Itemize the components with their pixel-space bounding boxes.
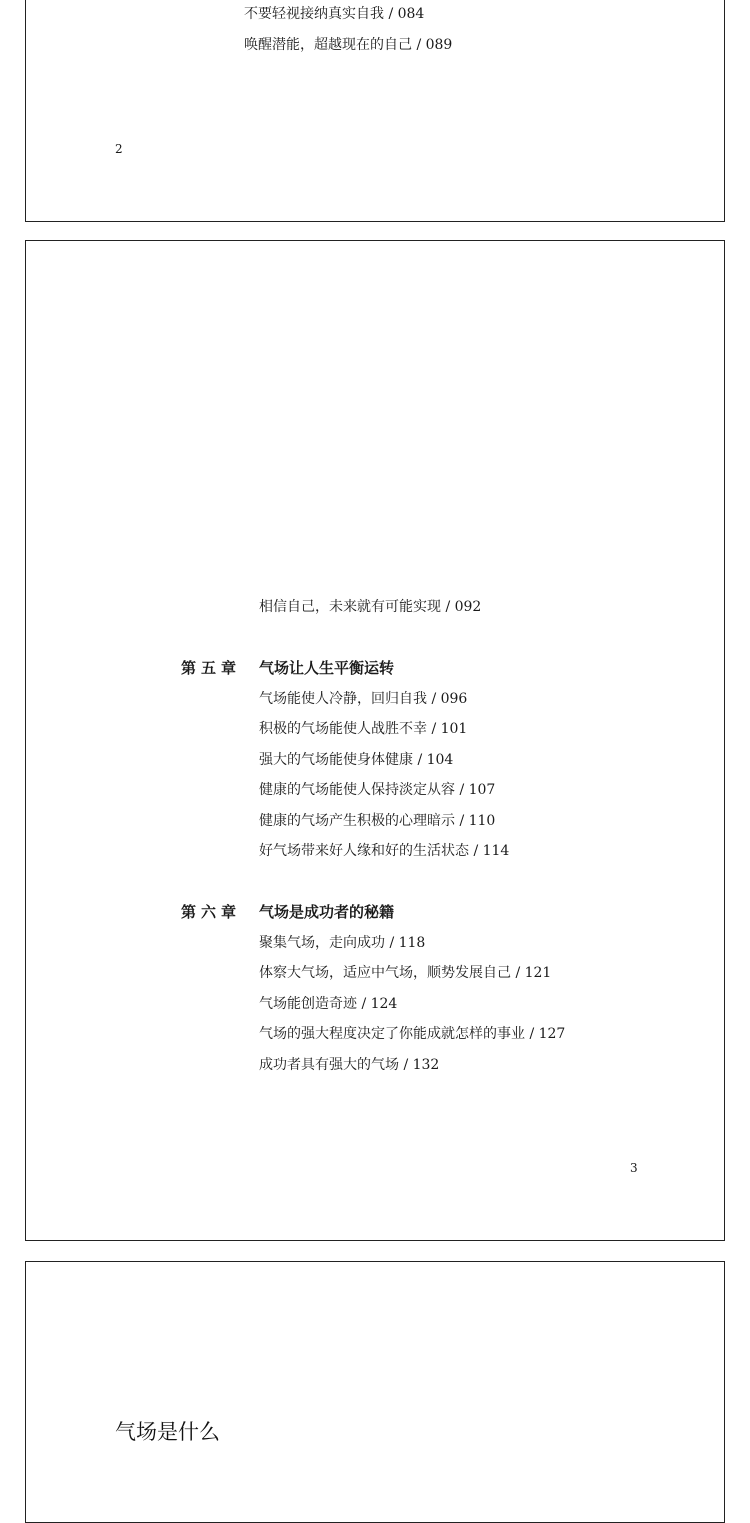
toc-entry[interactable]: 气场能使人冷静，回归自我 / 096 <box>259 691 468 707</box>
page-number: 3 <box>630 1161 638 1175</box>
page-number: 2 <box>115 142 123 156</box>
chapter-title[interactable]: 气场让人生平衡运转 <box>259 659 395 677</box>
toc-entry[interactable]: 不要轻视接纳真实自我 / 084 <box>244 6 425 22</box>
document-page-3 <box>25 240 725 1241</box>
toc-entry[interactable]: 成功者具有强大的气场 / 132 <box>259 1057 440 1073</box>
toc-entry[interactable]: 唤醒潜能，超越现在的自己 / 089 <box>244 37 453 53</box>
toc-entry[interactable]: 聚集气场，走向成功 / 118 <box>259 935 426 951</box>
chapter-label: 第六章 <box>181 903 242 921</box>
document-page-2 <box>25 0 725 222</box>
chapter-label: 第五章 <box>181 659 242 677</box>
toc-entry[interactable]: 好气场带来好人缘和好的生活状态 / 114 <box>259 843 510 859</box>
toc-entry[interactable]: 气场的强大程度决定了你能成就怎样的事业 / 127 <box>259 1026 566 1042</box>
toc-entry[interactable]: 相信自己，未来就有可能实现 / 092 <box>259 599 482 615</box>
section-heading: 气场是什么 <box>115 1420 220 1444</box>
toc-entry[interactable]: 健康的气场能使人保持淡定从容 / 107 <box>259 782 496 798</box>
toc-entry[interactable]: 气场能创造奇迹 / 124 <box>259 996 398 1012</box>
chapter-title[interactable]: 气场是成功者的秘籍 <box>259 903 395 921</box>
toc-entry[interactable]: 体察大气场，适应中气场，顺势发展自己 / 121 <box>259 965 552 981</box>
toc-entry[interactable]: 健康的气场产生积极的心理暗示 / 110 <box>259 813 496 829</box>
toc-entry[interactable]: 强大的气场能使身体健康 / 104 <box>259 752 454 768</box>
document-page-next <box>25 1261 725 1523</box>
toc-entry[interactable]: 积极的气场能使人战胜不幸 / 101 <box>259 721 468 737</box>
